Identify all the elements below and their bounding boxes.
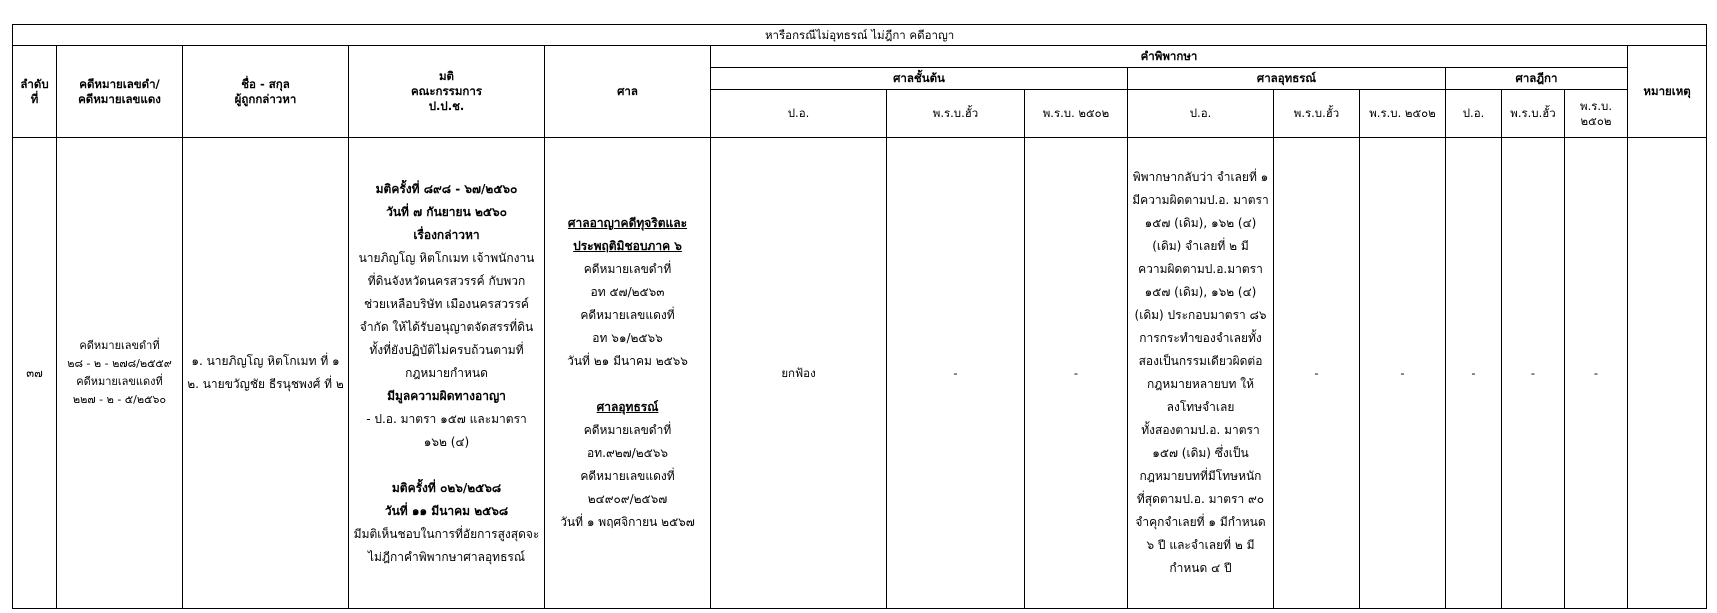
header-first-prb-2502: พ.ร.บ. ๒๕๐๒ [1025,90,1128,138]
table-row [13,138,1707,609]
name-line: ๑. นายภิญโญ หิตโกเมท ที่ ๑ [191,354,340,368]
court-line: ๒๔๙๐๙/๒๕๖๗ [587,492,668,506]
header-case-line2: คดีหมายเลขแดง [78,91,161,106]
header-supreme-prb-old: พ.ร.บ.ฮั้ว [1502,90,1565,138]
header-judgment: คำพิพากษา [711,46,1628,68]
name-line: ๒. นายขวัญชัย ธีรนุชพงศ์ ที่ ๒ [187,377,344,391]
appeal-line: (เดิม) จำเลยที่ ๒ มี [1152,239,1249,253]
header-appeal-prb-old: พ.ร.บ.ฮั้ว [1274,90,1360,138]
cell-first-prb-old: - [887,138,1025,609]
case-line: คดีหมายเลขดำที่ [79,339,160,352]
cell-no: ๓๗ [13,138,57,609]
cell-supreme-po: - [1446,138,1502,609]
cell-first-po: ยกฟ้อง [711,138,887,609]
cell-supreme-prb-old: - [1502,138,1565,609]
res-line: จำกัด ให้ได้รับอนุญาตจัดสรรที่ดิน [359,319,534,334]
header-first-po: ป.อ. [711,90,887,138]
court-line: คดีหมายเลขแดงที่ [580,469,675,483]
appeal-line: ๑๕๗ (เดิม) ซึ่งเป็น [1152,446,1249,460]
case-line: คดีหมายเลขแดงที่ [76,375,163,388]
cell-names [183,138,349,609]
court-line: คดีหมายเลขดำที่ [583,262,672,276]
cell-case [57,138,183,609]
case-line: ๒๒๗ - ๒ - ๕/๒๕๖๐ [72,393,167,406]
court-line: คดีหมายเลขแดงที่ [580,308,675,322]
header-court-first: ศาลชั้นต้น [711,68,1128,90]
header-name [183,46,349,138]
appeal-line: กฎหมายบทที่มีโทษหนัก [1139,469,1262,483]
cell-appeal-prb-2502: - [1360,138,1446,609]
appeal-line: ทั้งสองตามป.อ. มาตรา [1141,423,1260,437]
cell-appeal-po [1128,138,1274,609]
court-line: ประพฤติมิชอบภาค ๖ [573,239,682,253]
res-line: ช่วยเหลือบริษัท เมืองนครสวรรค์ [364,296,529,311]
header-remark: หมายเหตุ [1628,46,1707,138]
cell-first-prb-2502: - [1025,138,1128,609]
res-line: มติครั้งที่ ๐๒๖/๒๕๖๘ [391,480,502,495]
header-first-prb-old: พ.ร.บ.ฮั้ว [887,90,1025,138]
header-resolution [349,46,545,138]
appeal-line: สองเป็นกรรมเดียวผิดต่อ [1138,354,1263,368]
court-line [545,373,710,396]
header-supreme-prb-2502 [1565,90,1628,138]
court-line: อท.๙๒๗/๒๕๖๖ [587,446,668,460]
res-line: ไม่ฎีกาคำพิพากษาศาลอุทธรณ์ [368,549,525,564]
court-line: อท ๖๑/๒๕๖๖ [592,331,663,345]
res-line: มติครั้งที่ ๘๙๘ - ๖๗/๒๕๖๐ [375,181,518,196]
court-line: วันที่ ๑ พฤศจิกายน ๒๕๖๗ [560,515,695,529]
res-line [349,454,544,477]
header-case-line1: คดีหมายเลขดำ/ [79,76,160,91]
header-appeal-po: ป.อ. [1128,90,1274,138]
appeal-line: กำหนด ๔ ปี [1169,561,1232,575]
header-court: ศาล [545,46,711,138]
cell-appeal-prb-old: - [1274,138,1360,609]
header-name-line2: ผู้ถูกกล่าวหา [234,91,297,106]
court-line: วันที่ ๒๑ มีนาคม ๒๕๖๖ [567,354,688,368]
appeal-line: ๑๕๗ (เดิม), ๑๖๒ (๔) [1144,285,1257,299]
header-supreme-po: ป.อ. [1446,90,1502,138]
header-resolution-line2: คณะกรรมการ [410,84,483,98]
appeal-line: การกระทำของจำเลยทั้ง [1139,331,1262,345]
case-table [12,24,1707,609]
appeal-line: ๑๕๗ (เดิม), ๑๖๒ (๔) [1144,216,1257,230]
appeal-line: กฎหมายหลายบท ให้ [1146,377,1255,391]
table-title: หารือกรณีไม่อุทธรณ์ ไม่ฎีกา คดีอาญา [13,25,1707,46]
cell-resolution [349,138,545,609]
res-line: วันที่ ๑๑ มีนาคม ๒๕๖๘ [384,503,509,518]
court-line: ศาลอาญาคดีทุจริตและ [567,216,688,230]
court-line: คดีหมายเลขดำที่ [583,423,672,437]
header-supreme-prb-2502-line2: ๒๕๐๒ [1580,113,1612,128]
header-court-supreme: ศาลฎีกา [1446,68,1628,90]
appeal-line: จำคุกจำเลยที่ ๑ มีกำหนด [1135,515,1266,529]
res-line: ทั้งที่ยังปฏิบัติไม่ครบถ้วนตามที่ [369,342,524,357]
header-no [13,46,57,138]
res-line: มีมูลความผิดทางอาญา [387,388,506,403]
header-appeal-prb-2502: พ.ร.บ. ๒๕๐๒ [1360,90,1446,138]
header-no-line2: ที่ [30,91,39,106]
appeal-line: มีความผิดตามป.อ. มาตรา [1132,193,1269,207]
appeal-line: ความผิดตามป.อ.มาตรา [1138,262,1263,276]
header-resolution-line3: ป.ป.ช. [428,99,465,113]
appeal-line: ที่สุดตามป.อ. มาตรา ๙๐ [1136,492,1265,506]
res-line: นายภิญโญ หิตโกเมท เจ้าพนักงาน [358,250,535,265]
res-line: กฎหมายกำหนด [405,365,488,380]
res-line: ๑๖๒ (๔) [423,434,470,449]
case-line: ๒๘ - ๒ - ๒๗๘/๒๕๕๙ [67,357,172,370]
appeal-line: ลงโทษจำเลย [1166,400,1235,414]
appeal-line: พิพากษากลับว่า จำเลยที่ ๑ [1132,170,1269,184]
res-line: ที่ดินจังหวัดนครสวรรค์ กับพวก [367,273,526,288]
court-line: อท ๕๗/๒๕๖๓ [590,285,665,299]
cell-court [545,138,711,609]
cell-remark [1628,138,1707,609]
header-court-appeal: ศาลอุทธรณ์ [1128,68,1446,90]
header-no-line1: ลำดับ [20,76,49,91]
res-line: มีมติเห็นชอบในการที่อัยการสูงสุดจะ [353,526,540,541]
header-name-line1: ชื่อ - สกุล [241,76,290,91]
res-line: เรื่องกล่าวหา [413,227,480,242]
header-supreme-prb-2502-line1: พ.ร.บ. [1579,98,1613,113]
appeal-line: ๖ ปี และจำเลยที่ ๒ มี [1146,538,1255,552]
cell-supreme-prb-2502: - [1565,138,1628,609]
court-line: ศาลอุทธรณ์ [596,400,659,414]
header-case [57,46,183,138]
header-resolution-line1: มติ [438,69,455,83]
res-line: - ป.อ. มาตรา ๑๕๗ และมาตรา [366,411,527,426]
res-line: วันที่ ๗ กันยายน ๒๕๖๐ [386,204,507,219]
appeal-line: (เดิม) ประกอบมาตรา ๘๖ [1134,308,1267,322]
